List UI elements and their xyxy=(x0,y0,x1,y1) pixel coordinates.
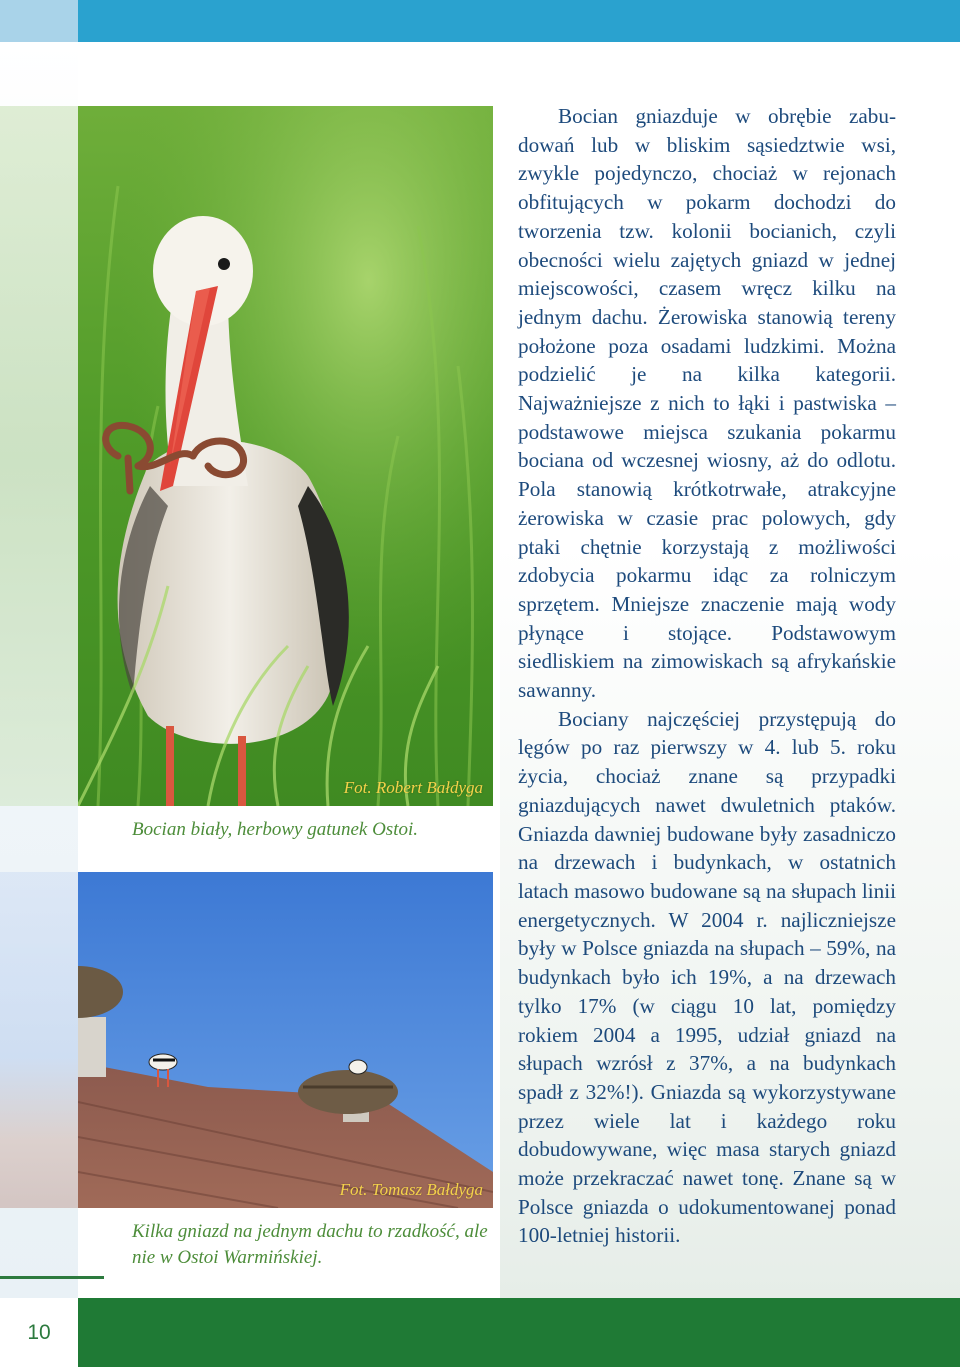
photo-caption: Kilka gniazd na jednym dachu to rzadkość, ale nie w Ostoi Warmińskiej. xyxy=(132,1221,488,1268)
page-number: 10 xyxy=(0,1298,78,1367)
nests-illustration xyxy=(78,872,493,1208)
paragraph: Bociany najczęściej przystępują do lęgów po raz pierwszy w 4. lub 5. roku życia, chociaż znane są przypadki gniazdujących nawet dwuletnich ptaków. Gniazda dawniej budowane były zasadniczo na drzewach i budynkach, w ostatnich latach masowo budowane są na słupach linii energetycznych. W 2004 r. najliczniejsze były w Polsce gniazda na słupach – 59%, na budynkach było ich 19%, a na drzewach tylko 17% (w ciągu 10 lat, pomiędzy rokiem 2004 a 1995, udział gniazd na słupach wzrósł z 37%, a na budynkach spadł z 32%!). Gniazda są wykorzystywane przez wiele lat i każdego roku dobudowywane, więc masa starych gniazd może przekraczać nawet tonę. Znane są w Polsce gniazda o udokumentowanej ponad 100-letniej historii. xyxy=(518,706,896,1248)
stork-photo xyxy=(78,106,493,806)
photo-caption: Bocian biały, herbowy gatunek Ostoi. xyxy=(132,819,419,840)
paragraph: Bocian gniazduje w obrębie zabudowań lub w bliskim sąsiedztwie wsi, zwykle pojedynczo, chociaż w rejonach obfitujących w pokarm dochodzi do tworzenia tzw. kolonii bocianich, czyli obecności wielu zajętych gniazd w jednej miejscowości, czasem wręcz kilku na jednym dachu. Żerowiska stanowią tereny położone poza osadami ludzkimi. Można podzielić je na kilka kategorii. Najważniejsze z nich to łąki i pastwiska – podstawowe miejsca szukania pokarmu bociana od wczesnej wiosny, aż do odlotu. Pola stanowią krótkotrwałe, atrakcyjne żerowiska w czasie prac polowych, gdy ptaki chętnie korzystają z możliwości zdobycia pokarmu idąc za rolniczym sprzętem. Mniejsze znaczenie mają wody płynące i stojące. Podstawowym siedliskiem na zimowiskach są afrykańskie sawanny. xyxy=(518,104,896,703)
photo-bleed-sky xyxy=(0,872,78,1208)
photo-credit: Fot. Robert Bałdyga xyxy=(343,778,483,797)
header-bar xyxy=(78,0,960,42)
stork-illustration xyxy=(78,106,493,806)
caption-rule xyxy=(0,1276,104,1279)
header-bar-light xyxy=(0,0,78,42)
footer-bar xyxy=(78,1298,960,1367)
article-body xyxy=(518,102,896,1250)
nests-photo xyxy=(78,872,493,1208)
photo-bleed-grass xyxy=(0,106,78,806)
photo-credit: Fot. Tomasz Bałdyga xyxy=(339,1180,483,1199)
